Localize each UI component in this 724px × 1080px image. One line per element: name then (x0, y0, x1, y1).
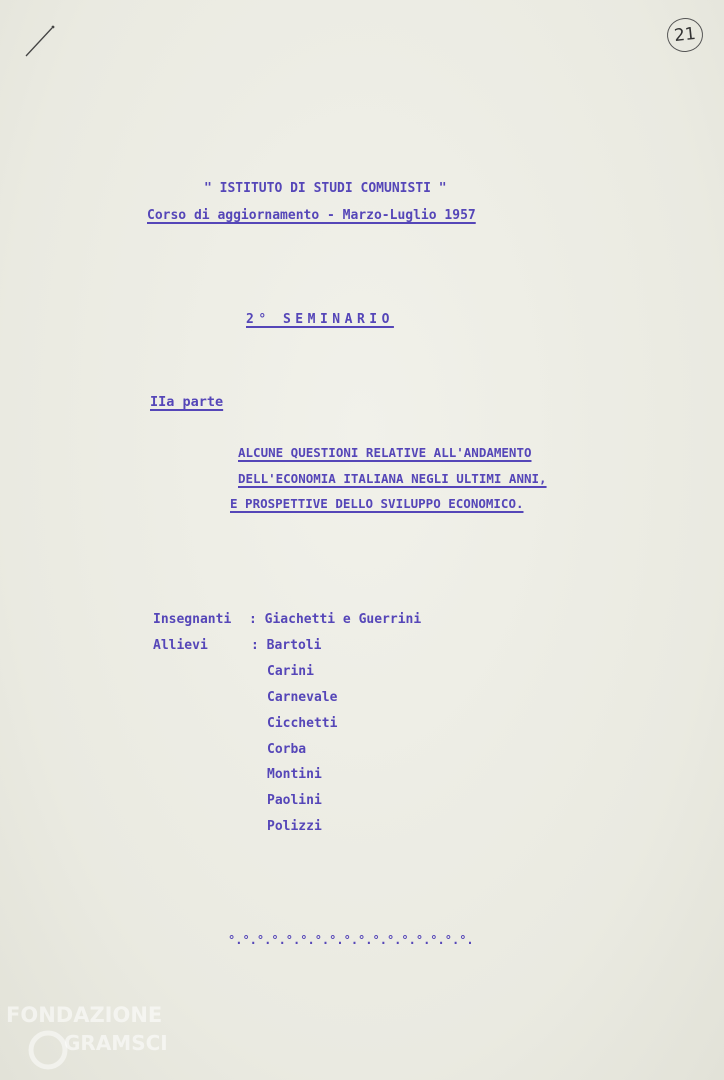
fondazione-gramsci-watermark (6, 998, 206, 1078)
title-line-3: E PROSPETTIVE DELLO SVILUPPO ECONOMICO. (230, 496, 524, 511)
title-line-1: ALCUNE QUESTIONI RELATIVE ALL'ANDAMENTO (238, 445, 532, 460)
student-name: Corba (267, 742, 307, 757)
part-label: IIa parte (150, 394, 224, 410)
teachers-value: : Giachetti e Guerrini (249, 612, 422, 627)
watermark-line-2: GRAMSCI (64, 1031, 168, 1055)
pencil-mark (22, 22, 62, 62)
title-line-2: DELL'ECONOMIA ITALIANA NEGLI ULTIMI ANNI, (238, 471, 547, 486)
header-course: Corso di aggiornamento - Marzo-Luglio 1957 (147, 208, 476, 223)
page-number-stamp (665, 16, 704, 54)
student-name: Montini (267, 767, 322, 782)
seminar-title: 2° SEMINARIO (246, 312, 394, 327)
students-label: Allievi (153, 638, 208, 653)
watermark-line-1: FONDAZIONE (6, 1003, 163, 1027)
teachers-label: Insegnanti (153, 612, 232, 627)
student-name: Carini (267, 664, 314, 679)
student-name: : Bartoli (251, 638, 322, 653)
end-ornament: °.°.°.°.°.°.°.°.°.°.°.°.°.°.°.°.°. (228, 933, 474, 947)
header-institute: " ISTITUTO DI STUDI COMUNISTI " (204, 181, 447, 196)
student-name: Carnevale (267, 690, 338, 705)
student-name: Paolini (267, 793, 322, 808)
page-number: 21 (673, 23, 697, 47)
student-name: Cicchetti (267, 716, 338, 731)
student-name: Polizzi (267, 819, 322, 834)
